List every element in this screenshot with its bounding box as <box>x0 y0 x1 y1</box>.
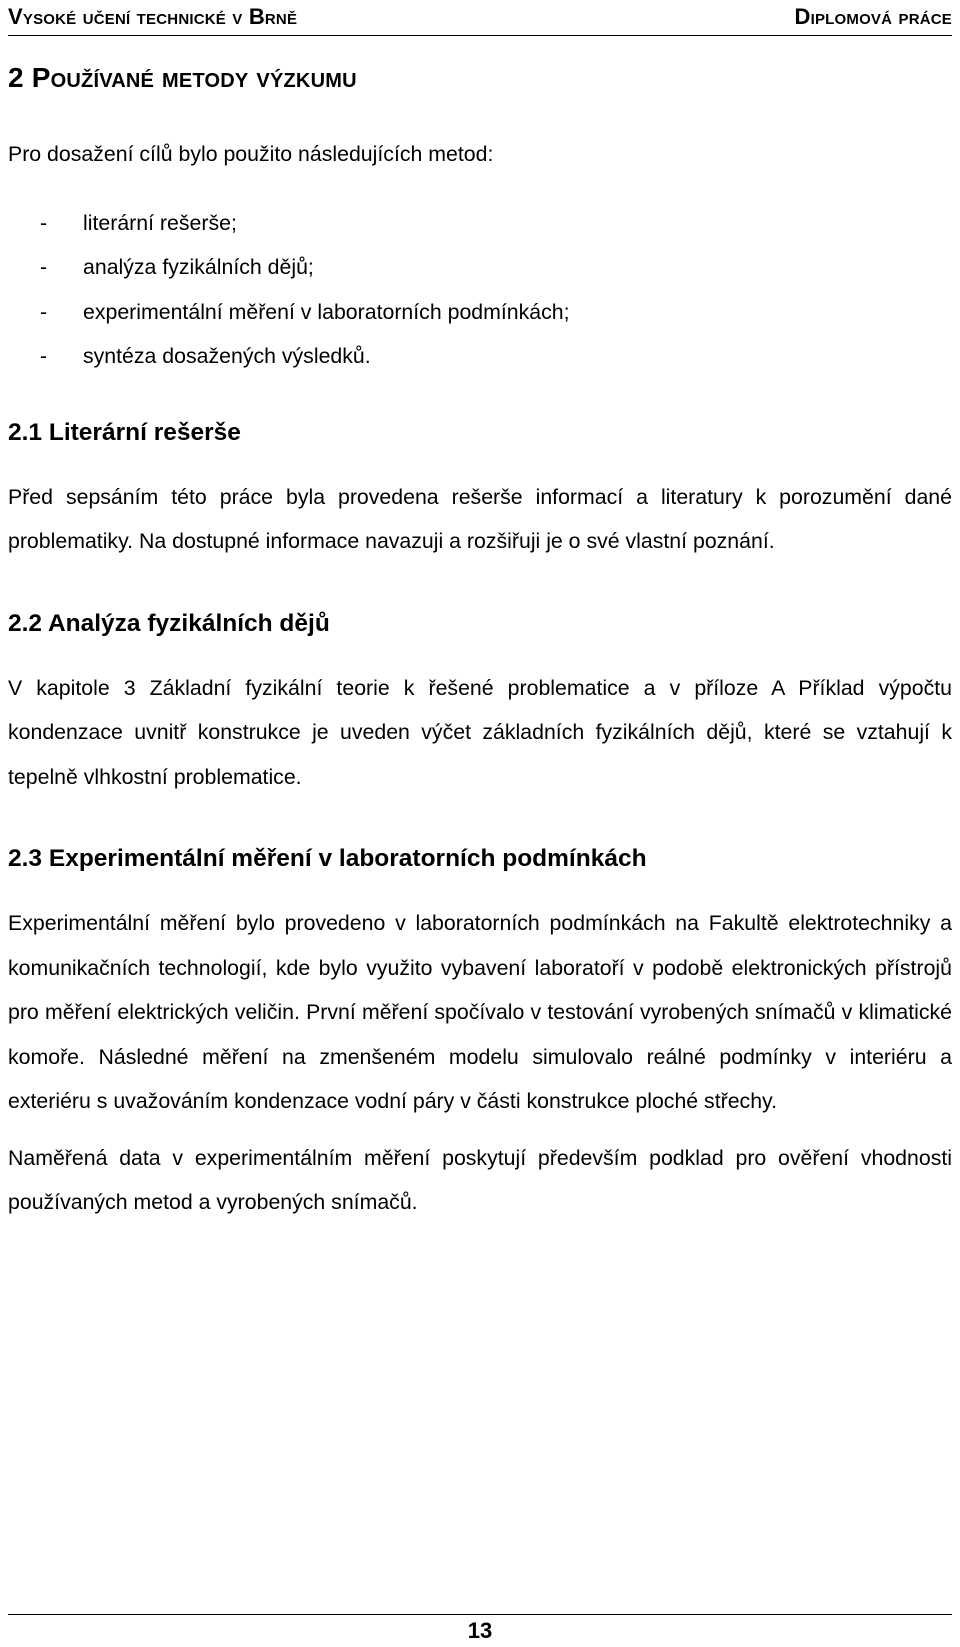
page-content <box>8 50 952 1225</box>
section-paragraph: Před sepsáním této práce byla provedena rešerše informací a literatury k porozumění dané problematiky. Na dostupné informace navazuji a rozšiřuji je o své vlastní poznání. <box>8 484 952 553</box>
list-item-text: experimentální měření v laboratorních podmínkách; <box>83 299 570 324</box>
section-heading-literature-review: 2.1 Literární rešerše <box>8 418 241 446</box>
section-paragraph: Naměřená data v experimentálním měření poskytují především podklad pro ověření vhodnosti používaných metod a vyrobených snímačů. <box>8 1145 952 1214</box>
header-document-type: Diplomová práce <box>794 4 952 29</box>
footer-divider <box>8 1614 952 1615</box>
chapter-intro: Pro dosažení cílů bylo použito následujících metod: <box>8 142 494 166</box>
list-dash: - <box>40 255 48 279</box>
list-item-text: literární rešerše; <box>83 210 237 235</box>
list-item-text: syntéza dosažených výsledků. <box>83 344 371 368</box>
header-divider <box>8 35 952 36</box>
list-item <box>8 334 952 379</box>
list-dash: - <box>40 344 48 368</box>
list-item <box>8 201 952 246</box>
chapter-title: 2 Používané metody výzkumu <box>8 62 357 93</box>
list-item <box>8 245 952 290</box>
section-paragraph: V kapitole 3 Základní fyzikální teorie k řešené problematice a v příloze A Příklad výpočtu kondenzace uvnitř konstrukce je uveden výčet základních fyzikálních dějů, které se vztahují k tepelně vlhkostní problematice. <box>8 675 952 789</box>
page-header <box>8 4 952 34</box>
page-number: 13 <box>467 1618 493 1643</box>
list-dash: - <box>40 299 48 324</box>
header-university: Vysoké učení technické v Brně <box>8 4 298 29</box>
methods-list <box>8 201 952 379</box>
list-dash: - <box>40 210 48 235</box>
section-heading-experimental-measurement: 2.3 Experimentální měření v laboratorních podmínkách <box>8 845 647 872</box>
section-heading-physical-analysis: 2.2 Analýza fyzikálních dějů <box>8 609 330 637</box>
section-paragraph: Experimentální měření bylo provedeno v laboratorních podmínkách na Fakultě elektrotechniky a komunikačních technologií, kde bylo využito vybavení laboratoří v podobě elektronických přístrojů pro měření elektrických veličin. První měření spočívalo v testování vyrobených snímačů v klimatické komoře. Následné měření na zmenšeném modelu simulovalo reálné podmínky v interiéru a exteriéru s uvažováním kondenzace vodní páry v části konstrukce ploché střechy. <box>8 911 952 1113</box>
list-item-text: analýza fyzikálních dějů; <box>83 255 314 279</box>
list-item <box>8 290 952 335</box>
